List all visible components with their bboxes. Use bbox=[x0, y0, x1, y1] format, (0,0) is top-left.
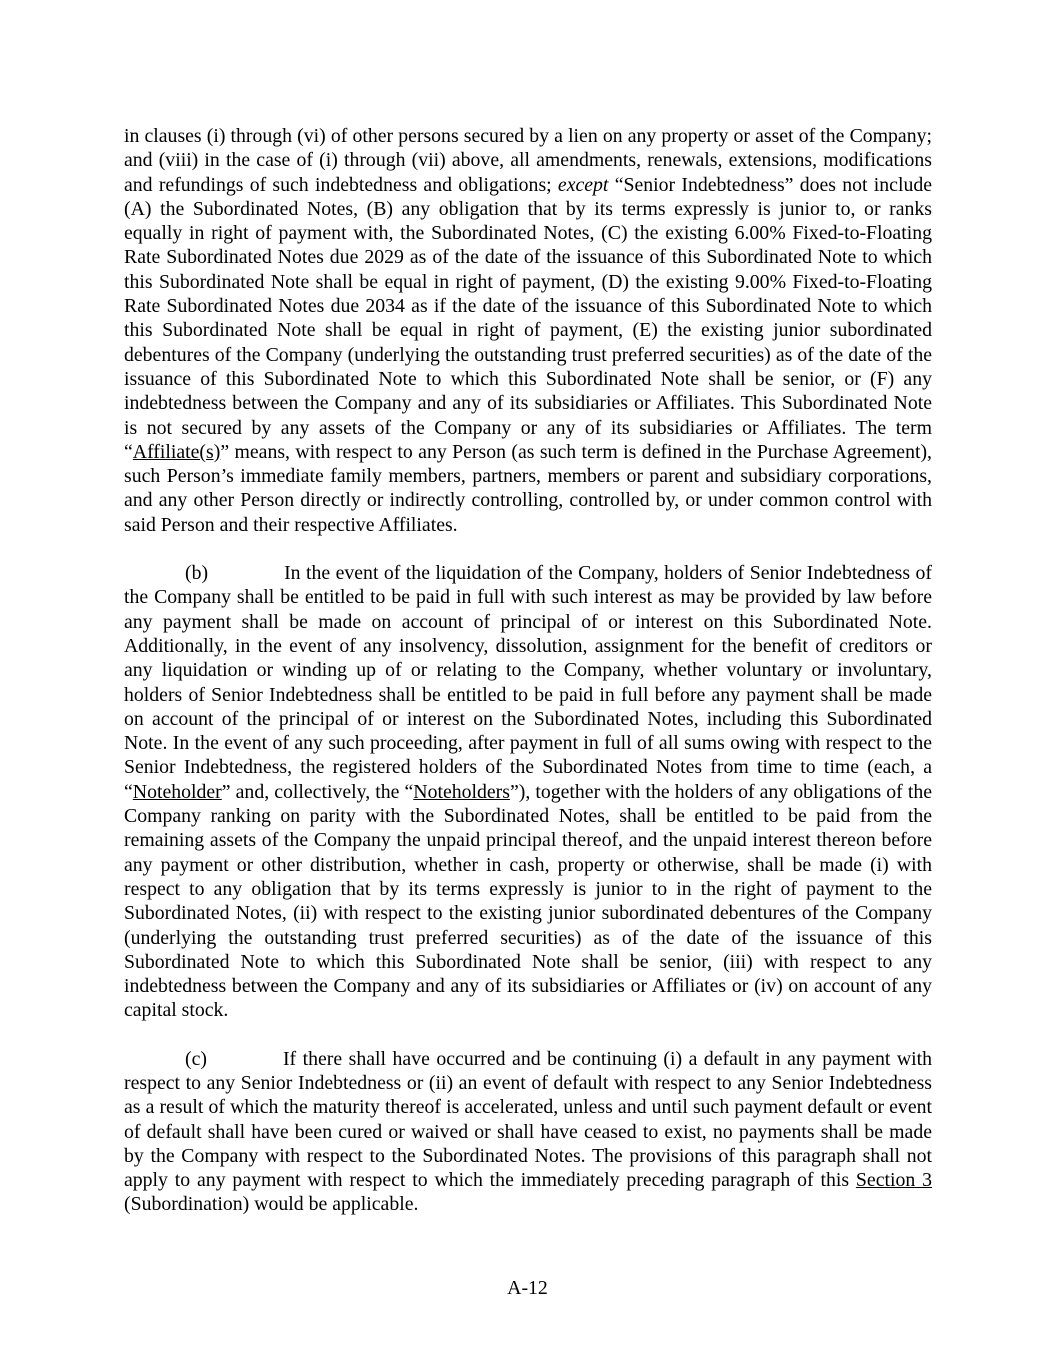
paragraph-b-liquidation bbox=[124, 561, 932, 1023]
text-run-underline: Noteholders bbox=[413, 780, 510, 803]
text-run: (b) bbox=[185, 562, 209, 585]
text-run-underline: Noteholder bbox=[132, 780, 222, 803]
text-run-underline: Affiliate(s) bbox=[132, 440, 221, 463]
text-run-italic: except bbox=[557, 173, 609, 196]
text-run: If there shall have occurred and be continuing (i) a default in any payment with respect to any Senior Indebtedness or (ii) an event of default with respect to any Senior Indebtedness as a result of which the maturity thereof is accelerated, unless and until such payment default or event of default shall have been cured or waived or shall have ceased to exist, no payments shall be made by the Company with respect to the Subordinated Notes. The provisions of this paragraph shall not apply to any payment with respect to which the immediately preceding paragraph of this bbox=[124, 1047, 932, 1192]
text-run-underline: Section 3 bbox=[855, 1169, 932, 1192]
text-run: ”), together with the holders of any obligations of the Company ranking on parity with the Subordinated Notes, shall be entitled to be paid from the remaining assets of the Company the unpaid principal thereof, and the unpaid interest thereon before any payment or other distribution, whether in cash, property or otherwise, shall be made (i) with respect to any obligation that by its terms expressly is junior to in the right of payment to the Subordinated Notes, (ii) with respect to the existing junior subordinated debentures of the Company (underlying the outstanding trust preferred securities) as of the date of the issuance of this Subordinated Note to which this Subordinated Note shall be senior, (iii) with respect to any indebtedness between the Company and any of its subsidiaries or Affiliates or (iv) on account of any capital stock. bbox=[124, 780, 932, 1022]
paragraph-senior-indebtedness-definition bbox=[124, 124, 932, 537]
text-run: ” means, with respect to any Person (as such term is defined in the Purchase Agreement), such Person’s immediate family members, partners, members or parent and subsidiary corporations, and any other Person directly or indirectly controlling, controlled by, or under common control with said Person and their respective Affiliates. bbox=[124, 440, 932, 536]
page-number: A-12 bbox=[507, 1277, 548, 1299]
page-body bbox=[124, 124, 932, 1241]
text-run: (Subordination) would be applicable. bbox=[124, 1193, 419, 1216]
paragraph-c-payment-default bbox=[124, 1047, 932, 1217]
text-run: (c) bbox=[185, 1047, 207, 1070]
text-run: in clauses (i) through (vi) of other persons secured by a lien on any property or asset of the Company; and (viii) in the case of (i) through (vii) above, all amendments, renewals, extensions, modifications and refundings of such indebtedness and obligations; bbox=[124, 125, 932, 196]
text-run: ” and, collectively, the “ bbox=[221, 780, 414, 803]
text-run: “Senior Indebtedness” does not include (A) the Subordinated Notes, (B) any obligation that by its terms expressly is junior to, or ranks equally in right of payment with, the Subordinated Notes, (C) the existing 6.00% Fixed-to-Floating Rate Subordinated Notes due 2029 as of the date of the issuance of this Subordinated Note to which this Subordinated Note shall be equal in right of payment, (D) the existing 9.00% Fixed-to-Floating Rate Subordinated Notes due 2034 as if the date of the issuance of this Subordinated Note to which this Subordinated Note shall be equal in right of payment, (E) the existing junior subordinated debentures of the Company (underlying the outstanding trust preferred securities) as of the date of the issuance of this Subordinated Note to which this Subordinated Note shall be senior, or (F) any indebtedness between the Company and any of its subsidiaries or Affiliates. This Subordinated Note is not secured by any assets of the Company or any of its subsidiaries or Affiliates. The term “ bbox=[124, 173, 933, 463]
text-run: In the event of the liquidation of the Company, holders of Senior Indebtedness of the Company shall be entitled to be paid in full with such interest as may be provided by law before any payment shall be made on account of principal of or interest on this Subordinated Note. Additionally, in the event of any insolvency, dissolution, assignment for the benefit of creditors or any liquidation or winding up of or relating to the Company, whether voluntary or involuntary, holders of Senior Indebtedness shall be entitled to be paid in full before any payment shall be made on account of the principal of or interest on the Subordinated Notes, including this Subordinated Note. In the event of any such proceeding, after payment in full of all sums owing with respect to the Senior Indebtedness, the registered holders of the Subordinated Notes from time to time (each, a “ bbox=[124, 562, 932, 803]
